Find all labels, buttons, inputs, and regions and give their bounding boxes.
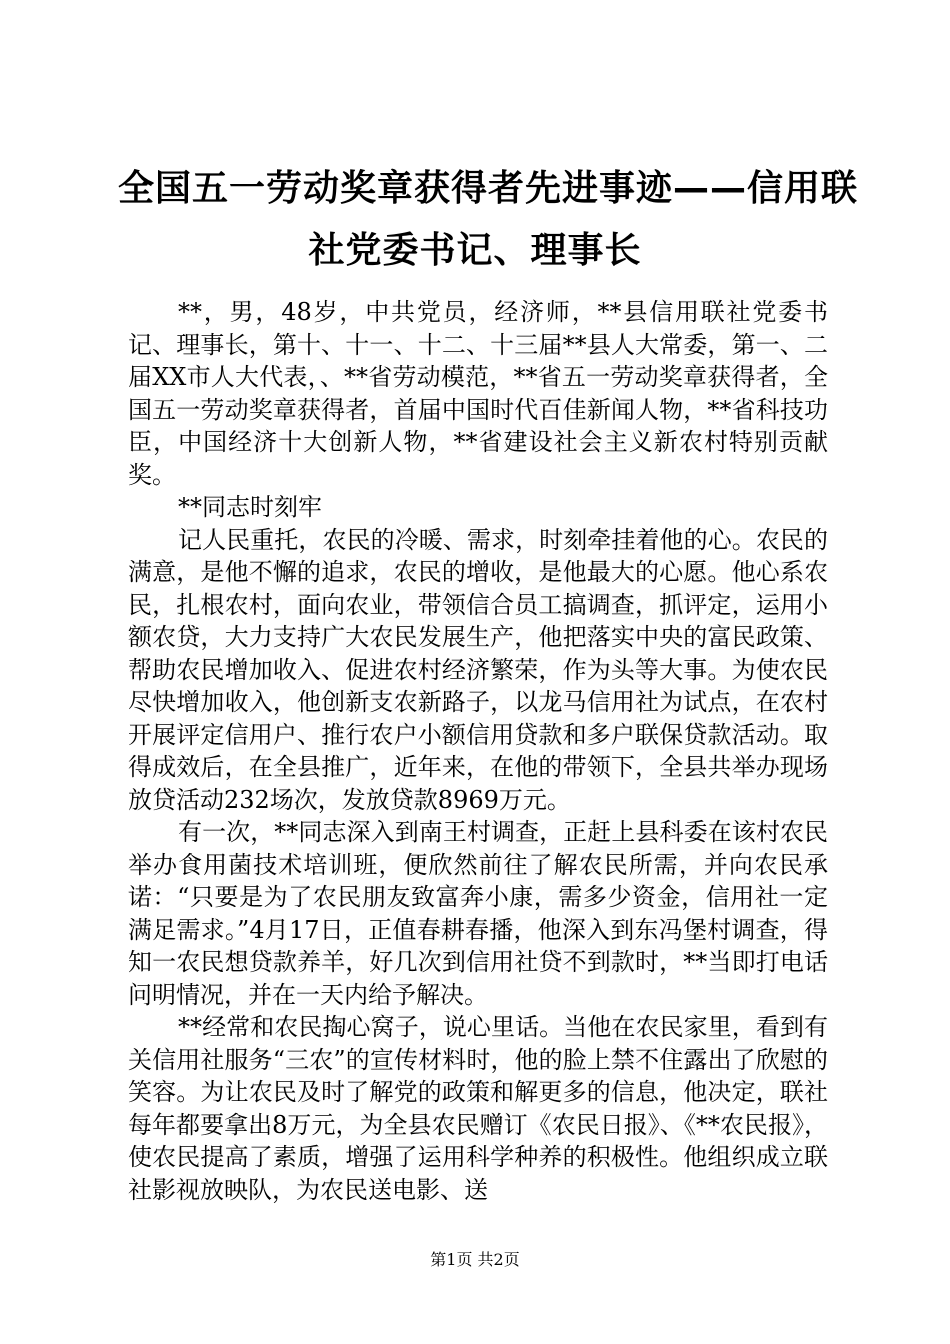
paragraph-main-2: 有一次，**同志深入到南王村调查，正赶上县科委在该村农民举办食用菌技术培训班，便欣然前往了解农民所需，并向农民承诺：“只要是为了农民朋友致富奔小康，需多少资金，信用社一定满足需求。”4月17日，正值春耕春播，他深入到东冯堡村调查，得知一农民想贷款养羊，好几次到信用社贷不到款时，**当即打电话问明情况，并在一天内给予解决。 bbox=[128, 818, 828, 1009]
paragraph-subheading: **同志时刻牢 bbox=[178, 493, 322, 521]
page-footer: 第1页 共2页 bbox=[430, 1250, 520, 1269]
paragraph-main-1: 记人民重托，农民的冷暖、需求，时刻牵挂着他的心。农民的满意，是他不懈的追求，农民的增收，是他最大的心愿。他心系农民，扎根农村，面向农业，带领信合员工搞调查，抓评定，运用小额农贷，大力支持广大农民发展生产，他把落实中央的富民政策、帮助农民增加收入、促进农村经济繁荣，作为头等大事。为使农民尽快增加收入，他创新支农新路子，以龙马信用社为试点，在农村开展评定信用户、推行农户小额信用贷款和多户联保贷款活动。取得成效后，在全县推广，近年来，在他的带领下，全县共举办现场放贷活动232场次，发放贷款8969万元。 bbox=[128, 525, 828, 814]
paragraph-profile: **，男，48岁，中共党员，经济师，**县信用联社党委书记、理事长，第十、十一、十二、十三届**县人大常委，第一、二届XX市人大代表，、**省劳动模范，**省五一劳动奖章获得者，全国五一劳动奖章获得者，首届中国时代百佳新闻人物，**省科技功臣，中国经济十大创新人物，**省建设社会主义新农村特别贡献奖。 bbox=[128, 298, 828, 489]
document-body bbox=[128, 296, 828, 1206]
document-title-line-1: 全国五一劳动奖章获得者先进事迹——信用联 bbox=[118, 168, 859, 209]
document-title-line-2: 社党委书记、理事长 bbox=[308, 230, 642, 271]
paragraph-main-3: **经常和农民掏心窝子，说心里话。当他在农民家里，看到有关信用社服务“三农”的宣传材料时，他的脸上禁不住露出了欣慰的笑容。为让农民及时了解党的政策和解更多的信息，他决定，联社每年都要拿出8万元，为全县农民赠订《农民日报》、《**农民报》，使农民提高了素质，增强了运用科学种养的积极性。他组织成立联社影视放映队，为农民送电影、送 bbox=[128, 1013, 828, 1204]
